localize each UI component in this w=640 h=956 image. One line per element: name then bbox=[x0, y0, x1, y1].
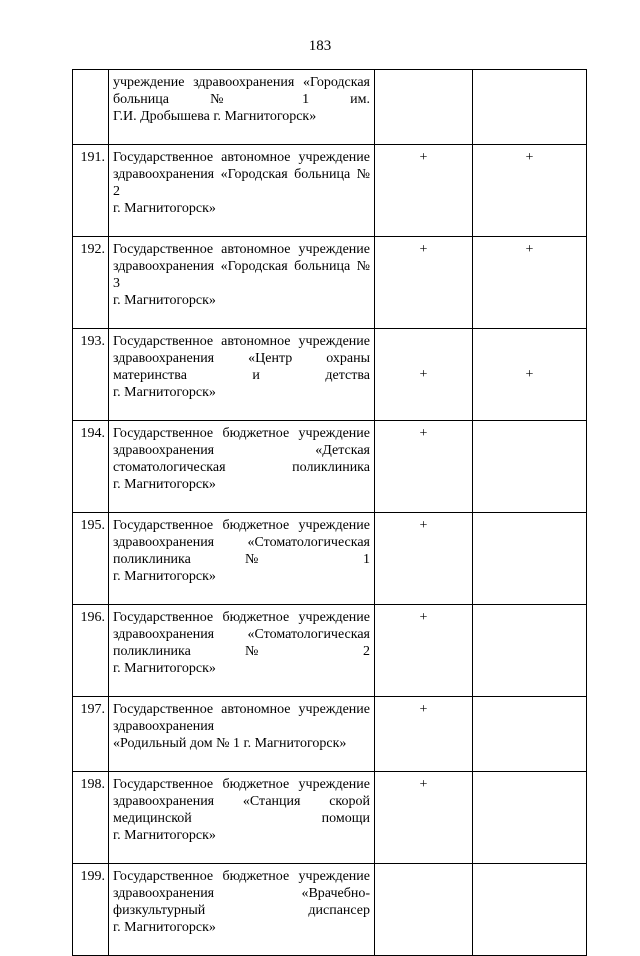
name-line: Государственное бюджетное bbox=[113, 518, 299, 533]
mark-col-a bbox=[375, 864, 473, 956]
mark-col-a: + bbox=[375, 329, 473, 421]
table-row bbox=[73, 864, 587, 956]
row-number: 195. bbox=[73, 513, 109, 605]
row-number: 192. bbox=[73, 237, 109, 329]
mark-col-a: + bbox=[375, 697, 473, 772]
table-row bbox=[73, 513, 587, 605]
mark-col-b: + bbox=[473, 329, 587, 421]
table-row bbox=[73, 70, 587, 145]
name-line: охраны материнства и детства bbox=[113, 351, 370, 383]
institution-name bbox=[109, 697, 375, 772]
name-line: Государственное бюджетное bbox=[113, 610, 299, 625]
mark-col-a: + bbox=[375, 605, 473, 697]
name-line: учреждение здравоохранения bbox=[113, 610, 370, 642]
mark-col-a: + bbox=[375, 237, 473, 329]
institution-name bbox=[109, 605, 375, 697]
name-line: «Городская больница № 1 им. bbox=[113, 75, 370, 107]
table-row bbox=[73, 605, 587, 697]
name-line: учреждение здравоохранения bbox=[113, 702, 370, 734]
name-line: учреждение здравоохранения bbox=[113, 75, 303, 90]
mark-col-a: + bbox=[375, 772, 473, 864]
name-line: г. Магнитогорск» bbox=[113, 477, 216, 492]
institution-name bbox=[109, 145, 375, 237]
name-line: стоматологическая поликлиника bbox=[113, 460, 370, 475]
row-number: 196. bbox=[73, 605, 109, 697]
mark-col-a: + bbox=[375, 513, 473, 605]
institution-name bbox=[109, 513, 375, 605]
row-number: 191. bbox=[73, 145, 109, 237]
institution-name bbox=[109, 237, 375, 329]
name-line: Государственное автономное bbox=[113, 334, 299, 349]
name-line: учреждение здравоохранения «Станция bbox=[113, 777, 370, 809]
name-line: Государственное автономное bbox=[113, 242, 299, 257]
name-line: г. Магнитогорск» bbox=[113, 661, 216, 676]
table-row bbox=[73, 329, 587, 421]
institutions-table bbox=[72, 69, 587, 956]
name-line: учреждение здравоохранения «Детская bbox=[113, 426, 370, 458]
institution-name bbox=[109, 329, 375, 421]
mark-col-b bbox=[473, 605, 587, 697]
row-number: 197. bbox=[73, 697, 109, 772]
name-line: учреждение здравоохранения bbox=[113, 150, 370, 182]
table-row bbox=[73, 772, 587, 864]
table-row bbox=[73, 421, 587, 513]
mark-col-b bbox=[473, 421, 587, 513]
name-line: учреждение здравоохранения bbox=[113, 869, 370, 901]
name-line: Государственное автономное bbox=[113, 150, 299, 165]
mark-col-a: + bbox=[375, 421, 473, 513]
name-line: учреждение здравоохранения bbox=[113, 242, 370, 274]
page-number: 183 bbox=[308, 38, 332, 54]
name-line: учреждение здравоохранения «Центр bbox=[113, 334, 370, 366]
name-line: «Городская больница № 2 bbox=[113, 167, 371, 199]
name-line: «Родильный дом № 1 г. Магнитогорск» bbox=[113, 736, 347, 751]
table-row bbox=[73, 237, 587, 329]
row-number: 199. bbox=[73, 864, 109, 956]
name-line: учреждение здравоохранения bbox=[113, 518, 370, 550]
mark-col-a bbox=[375, 70, 473, 145]
table-row bbox=[73, 145, 587, 237]
name-line: г. Магнитогорск» bbox=[113, 569, 216, 584]
row-number bbox=[73, 70, 109, 145]
name-line: Г.И. Дробышева г. Магнитогорск» bbox=[113, 109, 317, 124]
institution-name bbox=[109, 70, 375, 145]
name-line: Государственное бюджетное bbox=[113, 426, 299, 441]
institution-name bbox=[109, 772, 375, 864]
name-line: Государственное автономное bbox=[113, 702, 299, 717]
name-line: г. Магнитогорск» bbox=[113, 201, 216, 216]
mark-col-b bbox=[473, 772, 587, 864]
table-row bbox=[73, 697, 587, 772]
mark-col-b: + bbox=[473, 145, 587, 237]
institution-name bbox=[109, 864, 375, 956]
mark-col-b bbox=[473, 70, 587, 145]
name-line: г. Магнитогорск» bbox=[113, 920, 216, 935]
row-number: 193. bbox=[73, 329, 109, 421]
name-line: скорой медицинской помощи bbox=[113, 794, 370, 826]
mark-col-b bbox=[473, 864, 587, 956]
name-line: г. Магнитогорск» bbox=[113, 293, 216, 308]
mark-col-b bbox=[473, 697, 587, 772]
row-number: 194. bbox=[73, 421, 109, 513]
institution-name bbox=[109, 421, 375, 513]
name-line: г. Магнитогорск» bbox=[113, 828, 216, 843]
name-line: Государственное бюджетное bbox=[113, 869, 299, 884]
name-line: Государственное бюджетное bbox=[113, 777, 299, 792]
name-line: «Врачебно-физкультурный диспансер bbox=[113, 886, 370, 918]
name-line: «Городская больница № 3 bbox=[113, 259, 371, 291]
mark-col-a: + bbox=[375, 145, 473, 237]
row-number: 198. bbox=[73, 772, 109, 864]
name-line: «Стоматологическая поликлиника № 2 bbox=[113, 627, 370, 659]
name-line: «Стоматологическая поликлиника № 1 bbox=[113, 535, 370, 567]
mark-col-b: + bbox=[473, 237, 587, 329]
mark-col-b bbox=[473, 513, 587, 605]
name-line: г. Магнитогорск» bbox=[113, 385, 216, 400]
